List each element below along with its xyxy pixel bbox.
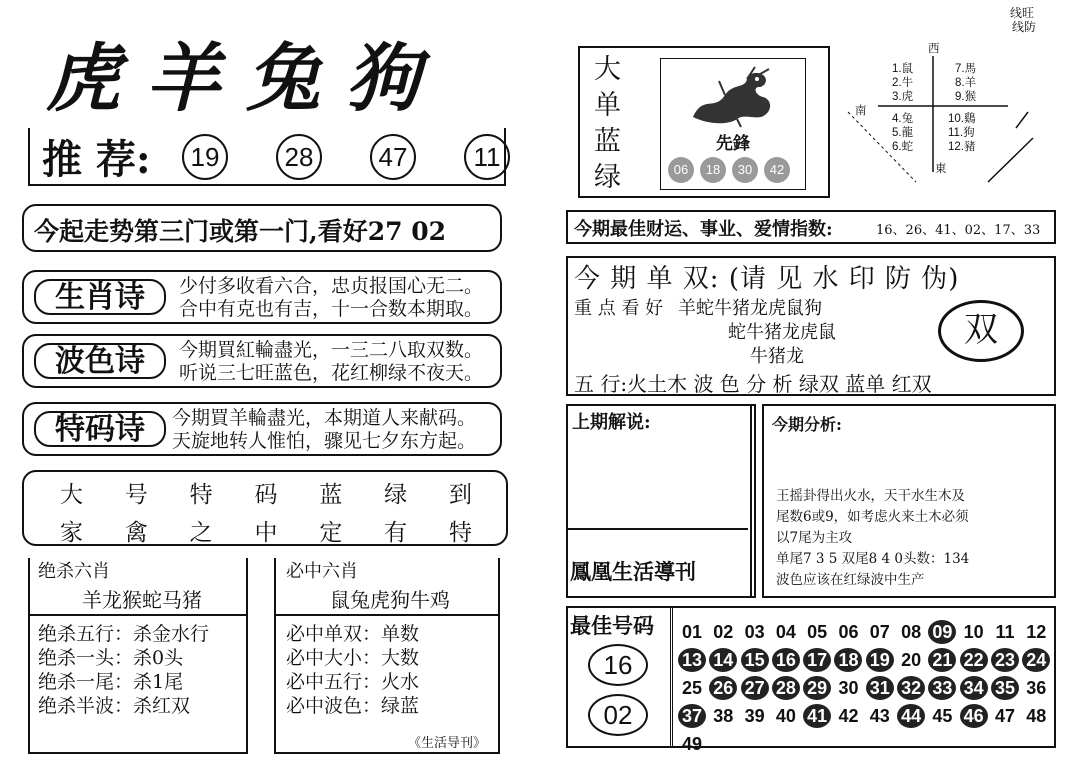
zodiac-item: 5.龍 [892, 127, 914, 139]
zodiac-south: 南 [855, 105, 867, 117]
kill-line: 绝杀一头：杀0头 [38, 647, 184, 669]
poem-line: 今期買紅輪盡光，一三二八取双数。 [179, 339, 484, 361]
sd-line-3: 牛猪龙 [750, 346, 804, 367]
must-title: 必中六肖 [286, 561, 358, 582]
pioneer-label: 先鋒 [716, 134, 750, 154]
number-cell: 05 [807, 622, 828, 642]
pioneer-ball: 18 [700, 157, 726, 183]
number-cell: 33 [928, 676, 956, 700]
kill-zodiacs: 羊龙猴蛇马猪 [82, 588, 202, 612]
zodiac-left-top [892, 62, 913, 104]
char: 有 [384, 520, 408, 546]
zodiac-item: 7.馬 [955, 63, 977, 75]
kill-line: 绝杀五行：杀金水行 [38, 623, 210, 645]
number-cell: 27 [741, 676, 769, 700]
analysis-line: 尾数6或9，如考虑火来土木必须 [776, 509, 969, 525]
poem-lines [179, 275, 483, 321]
last-period-divider [568, 528, 748, 530]
dragon-icon [685, 65, 781, 129]
char: 码 [254, 482, 278, 508]
kill-title: 绝杀六肖 [38, 561, 110, 582]
char-row-2 [60, 514, 472, 547]
zodiac-item: 12.豬 [948, 141, 976, 153]
number-cell: 34 [960, 676, 988, 700]
zodiac-item: 4.兔 [892, 113, 914, 125]
must-box [274, 558, 500, 754]
pioneer-char: 绿 [594, 162, 621, 193]
zodiac-item: 11.狗 [948, 127, 975, 139]
poem-box-special [22, 402, 502, 456]
corner-note-line-2: 线防 [1012, 20, 1037, 34]
number-cell: 31 [866, 676, 894, 700]
poem-lines [179, 339, 483, 385]
poem-line: 听说三七旺蓝色，花红柳绿不夜天。 [179, 362, 484, 384]
char: 之 [189, 520, 213, 546]
char: 中 [254, 520, 278, 546]
poem-tag: 生肖诗 [34, 279, 166, 315]
number-cell: 35 [991, 676, 1019, 700]
analysis-label: 今期分析: [772, 415, 842, 434]
number-cell: 38 [713, 706, 734, 726]
number-cell: 07 [869, 622, 890, 642]
number-cell: 44 [897, 704, 925, 728]
sd-focus-label: 重 点 看 好 [574, 298, 664, 319]
single-double-box [566, 256, 1056, 396]
best-label: 最佳号码 [570, 613, 654, 638]
poem-tag: 特码诗 [34, 411, 166, 447]
zodiac-right-top [955, 62, 976, 104]
must-line: 必中波色：绿蓝 [286, 695, 420, 717]
must-line: 必中大小：大数 [286, 647, 420, 669]
number-cell: 10 [963, 622, 984, 642]
number-cell: 11 [995, 622, 1015, 642]
analysis-line: 以7尾为主攻 [776, 530, 853, 546]
number-cell: 03 [744, 622, 765, 642]
page-title: 虎羊兔狗 [46, 36, 446, 122]
number-cell: 22 [960, 648, 988, 672]
hot-line-text: 今起走势第三门或第一门,看好27 02 [34, 217, 446, 246]
sd-badge: 双 [938, 300, 1024, 362]
pioneer-ball: 42 [764, 157, 790, 183]
zodiac-right-bottom [948, 112, 976, 154]
number-cell: 48 [1026, 706, 1047, 726]
poem-box-zodiac [22, 270, 502, 324]
last-period-label: 上期解说: [572, 412, 651, 433]
char: 定 [319, 520, 343, 546]
number-cell: 15 [741, 648, 769, 672]
zodiac-item: 8.羊 [955, 77, 977, 89]
kill-box [28, 558, 248, 754]
number-cell: 04 [775, 622, 796, 642]
zodiac-east: 東 [935, 163, 947, 175]
zodiac-left-bottom [892, 112, 913, 154]
char: 蓝 [319, 482, 343, 508]
best-divider [670, 608, 673, 746]
best-pick: 16 [588, 644, 648, 686]
zodiac-item: 9.猴 [955, 91, 977, 103]
number-cell: 30 [838, 678, 859, 698]
number-cell: 23 [991, 648, 1019, 672]
number-grid [678, 620, 1054, 756]
number-cell: 25 [681, 678, 703, 698]
number-cell: 36 [1026, 678, 1047, 698]
zodiac-item: 10.鷄 [948, 113, 976, 125]
column-divider [750, 404, 752, 598]
number-cell: 47 [994, 706, 1015, 726]
recommend-number: 19 [182, 134, 228, 180]
corner-note [1010, 6, 1036, 34]
pioneer-char: 蓝 [594, 126, 621, 157]
sd-header: 今 期 单 双: (请 见 水 印 防 伪) [574, 264, 960, 294]
recommend-label: 推 荐: [42, 136, 151, 183]
zodiac-item: 1.鼠 [892, 63, 914, 75]
number-cell: 14 [709, 648, 737, 672]
hot-line-box [22, 204, 502, 252]
pioneer-inner [660, 58, 806, 190]
zodiac-item: 2.牛 [892, 77, 914, 89]
must-line: 必中单双：单数 [286, 623, 420, 645]
number-cell: 37 [678, 704, 706, 728]
char: 家 [60, 520, 83, 546]
number-cell: 45 [932, 706, 953, 726]
brand-label: 鳳凰生活導刊 [570, 559, 696, 584]
analysis-lines [776, 486, 969, 591]
number-cell: 08 [901, 622, 922, 642]
number-cell: 01 [681, 622, 703, 642]
zodiac-west: 西 [928, 43, 940, 55]
number-cell: 43 [869, 706, 890, 726]
pioneer-ball: 30 [732, 157, 758, 183]
char: 到 [448, 482, 472, 508]
sd-line-2: 蛇牛猪龙虎鼠 [728, 322, 836, 343]
kill-line: 绝杀一尾：杀1尾 [38, 671, 184, 693]
kill-line: 绝杀半波：杀红双 [38, 695, 191, 717]
recommend-number: 11 [464, 134, 510, 180]
char: 大 [60, 482, 83, 508]
number-cell: 21 [928, 648, 956, 672]
number-cell: 41 [803, 704, 831, 728]
must-line: 必中五行：火水 [286, 671, 420, 693]
recommend-number: 28 [276, 134, 322, 180]
best-pick: 02 [588, 694, 648, 736]
number-cell: 29 [803, 676, 831, 700]
char: 绿 [384, 482, 408, 508]
number-cell: 28 [772, 676, 800, 700]
poem-box-wave [22, 334, 502, 388]
number-cell: 12 [1026, 622, 1047, 642]
pioneer-char: 单 [594, 90, 621, 121]
fortune-box [566, 210, 1056, 244]
number-cell: 16 [772, 648, 800, 672]
last-period-box [566, 404, 756, 598]
char: 特 [448, 520, 472, 546]
poem-line: 少付多收看六合，忠贞报国心无二。 [179, 275, 484, 297]
analysis-line: 单尾7 3 5 双尾8 4 0头数：134 [776, 551, 970, 567]
zodiac-item: 3.虎 [892, 91, 914, 103]
number-cell: 24 [1022, 648, 1050, 672]
number-cell: 06 [838, 622, 859, 642]
pioneer-ball: 06 [668, 157, 694, 183]
source-label: 《生活导刊》 [408, 736, 487, 751]
recommend-box [28, 128, 506, 186]
pioneer-box [578, 46, 830, 198]
corner-note-line-1: 线旺 [1010, 6, 1035, 20]
char: 特 [189, 482, 213, 508]
fortune-label: 今期最佳财运、事业、爱情指数: [574, 219, 833, 240]
must-divider [276, 614, 500, 616]
number-cell: 13 [678, 648, 706, 672]
number-cell: 49 [681, 734, 703, 754]
best-numbers-box [566, 606, 1056, 754]
char: 号 [124, 482, 148, 508]
analysis-line: 王摇卦得出火水，天干水生木及 [776, 488, 965, 504]
kill-divider [30, 614, 248, 616]
analysis-line: 波色应该在红绿波中生产 [776, 572, 925, 588]
sd-line-1: 羊蛇牛猪龙虎鼠狗 [678, 298, 822, 319]
kill-lines [38, 622, 209, 718]
must-zodiacs: 鼠兔虎狗牛鸡 [330, 588, 450, 612]
poem-line: 合中有克也有吉，十一合数本期取。 [179, 298, 484, 320]
poem-tag: 波色诗 [34, 343, 166, 379]
poem-line: 天旋地转人惟怕，骤见七夕东方起。 [172, 430, 477, 452]
zodiac-item: 6.蛇 [892, 141, 914, 153]
poem-line: 今期買羊輪盡光，本期道人来献码。 [172, 407, 477, 429]
analysis-box [762, 404, 1056, 598]
pioneer-vertical [594, 52, 621, 196]
char: 禽 [124, 520, 148, 546]
number-cell: 19 [866, 648, 894, 672]
recommend-number: 47 [370, 134, 416, 180]
number-cell: 46 [960, 704, 988, 728]
number-cell: 26 [709, 676, 737, 700]
number-cell: 40 [775, 706, 796, 726]
number-cell: 32 [897, 676, 925, 700]
pioneer-balls [665, 157, 793, 183]
number-cell: 42 [838, 706, 859, 726]
number-cell: 09 [928, 620, 956, 644]
must-lines [286, 622, 419, 718]
number-cell: 17 [803, 648, 831, 672]
number-cell: 18 [834, 648, 862, 672]
pioneer-char: 大 [594, 54, 621, 85]
char-row-1 [60, 476, 472, 509]
poem-lines [172, 407, 476, 453]
number-cell: 02 [713, 622, 734, 642]
number-cell: 39 [744, 706, 765, 726]
fortune-values: 16、26、41、02、17、33 [876, 223, 1041, 238]
recommend-numbers [182, 134, 510, 180]
sd-footer: 五 行:火土木 波 色 分 析 绿双 蓝单 红双 [574, 372, 932, 396]
number-cell: 20 [901, 650, 922, 670]
char-row-box [22, 470, 508, 546]
